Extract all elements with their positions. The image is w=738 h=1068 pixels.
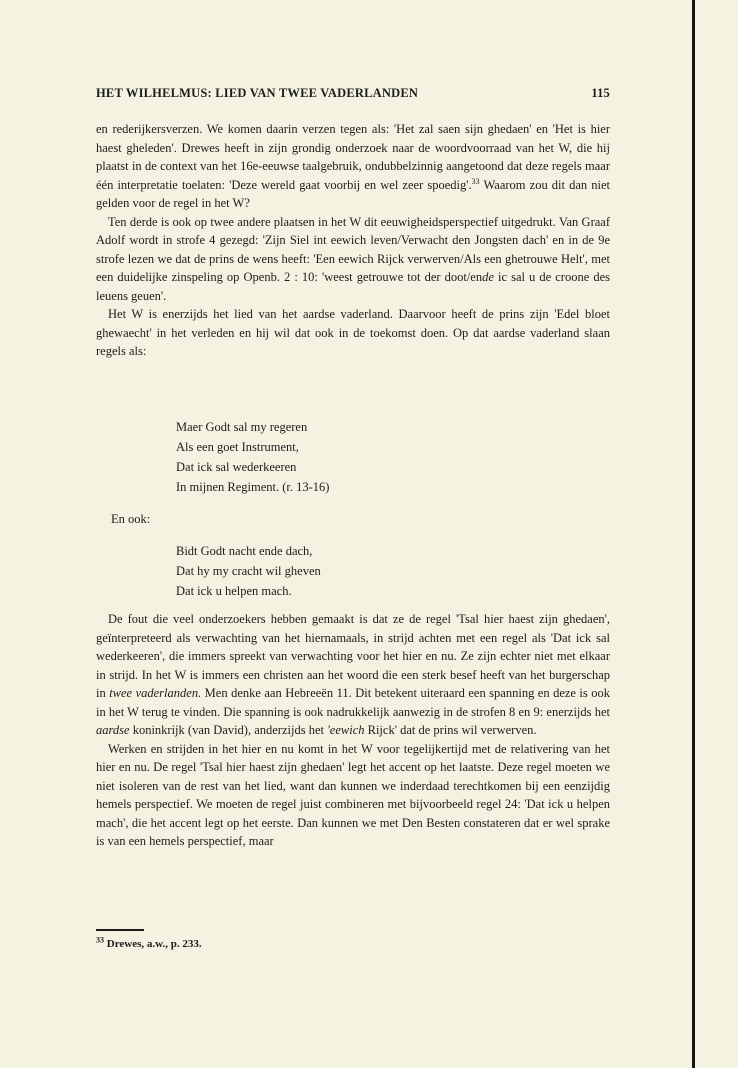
- en-ook-label: En ook:: [111, 512, 151, 526]
- verse-line: Maer Godt sal my regeren: [176, 420, 308, 434]
- verse-line: In mijnen Regiment. (r. 13-16): [176, 480, 330, 494]
- verse-line: Dat ick sal wederkeeren: [176, 460, 297, 474]
- paragraph-5-text: Werken en strijden in het hier en nu komt in het W voor tegelijkertijd met de relativering van het hier en nu. De regel 'Tsal hier haest zijn ghedaen' legt het accent op het laatste. Deze regel moeten we niet isoleren van de rest van het lied, want dan kunnen we inderdaad terechtkomen bij een eenzijdig hemels perspectief. We moeten de regel juist combineren met bijvoorbeeld regel 24: 'Dat ick u helpen mach', die het accent legt op het eerste. Dan kunnen we met Den Besten constateren dat er wel sprake is van een hemels perspectief, maar: [96, 741, 610, 848]
- footnote-number: 33: [96, 935, 104, 945]
- paragraph-5: [96, 740, 610, 851]
- text-block-bottom: [96, 610, 610, 851]
- paragraph-4-italic-1: twee vaderlanden.: [109, 686, 202, 700]
- paragraph-4-text: De fout die veel onderzoekers hebben gemaakt is dat ze de regel 'Tsal hier haest zijn ghedaen', geïnterpreteerd als verwachting van het hiernamaals, in strijd achten met een regel als 'Dat ick sal wederkeeren', die immers spreekt van verwachting voor het hier en nu. Ze zijn echter niet met elkaar in strijd. In het W is immers een christen aan het woord die een sterk besef heeft van het burgerschap in: [96, 612, 610, 700]
- page-number: 115: [591, 86, 610, 100]
- footnote-ref: 33: [471, 176, 480, 186]
- footnote: [96, 935, 202, 950]
- paragraph-3: [96, 305, 610, 361]
- paragraph-4-italic-3: 'eewich: [327, 723, 365, 737]
- paragraph-4-italic-2: aardse: [96, 723, 130, 737]
- text-block-top: [96, 120, 610, 361]
- paragraph-1-text: en rederijkersverzen. We komen daarin verzen tegen als: 'Het zal saen sijn ghedaen' en 'Het is hier haest gheleden'. Drewes heeft in zijn grondig onderzoek naar de woordvoorraad van het W, die hij plaatst in de context van het 16e-eeuwse taalgebruik, ondubbelzinnig aangetoond dat deze regels maar één interpretatie toelaten: 'Deze wereld gaat voorbij en wel zeer spoedig'.: [96, 122, 610, 192]
- paragraph-3-text: Het W is enerzijds het lied van het aardse vaderland. Daarvoor heeft de prins zijn 'Edel bloet ghewaecht' in het verleden en hij wil dat ook in de toekomst doen. Op dat aardse vaderland slaan regels als:: [96, 307, 610, 358]
- footnote-text: Drewes, a.w., p. 233.: [104, 938, 202, 950]
- footnote-rule: [96, 929, 144, 931]
- paragraph-4-tail: Rijck' dat de prins wil verwerven.: [364, 723, 537, 737]
- verse-line: Dat hy my cracht wil gheven: [176, 564, 321, 578]
- paragraph-2-tail: ic sal u de croone des leuens geuen'.: [96, 270, 610, 303]
- paragraph-2: [96, 213, 610, 306]
- verse-line: Als een goet Instrument,: [176, 440, 299, 454]
- verse-line: Dat ick u helpen mach.: [176, 584, 292, 598]
- paragraph-4-text-2: Men denke aan Hebreeën 11. Dit betekent uiteraard een spanning en deze is ook in het W terug te vinden. Die spanning is ook nadrukkelijk aanwezig in de strofen 8 en 9: enerzijds het: [96, 686, 610, 719]
- page-edge-rule: [692, 0, 695, 1068]
- verse-line: Bidt Godt nacht ende dach,: [176, 544, 313, 558]
- paragraph-1: [96, 120, 610, 213]
- paragraph-1-tail: Waarom zou dit dan niet gelden voor de regel in het W?: [96, 177, 611, 210]
- running-title: HET WILHELMUS: LIED VAN TWEE VADERLANDEN: [96, 86, 419, 100]
- verse-quote-2: [176, 541, 321, 601]
- paragraph-4: [96, 610, 610, 740]
- paragraph-4-text-3: koninkrijk (van David), anderzijds het: [129, 723, 328, 737]
- paragraph-2-italic: de: [482, 270, 494, 284]
- verse-quote-1: [176, 417, 329, 497]
- paragraph-2-text: Ten derde is ook op twee andere plaatsen in het W dit eeuwigheidsperspectief uitgedrukt. Van Graaf Adolf wordt in strofe 4 gezegd: 'Zijn Siel int eewich leven/Verwacht den Jongsten dach' en in de 9e strofe lezen we dat de prins de wens heeft: 'Een eewich Rijck verwerven/Als een ghetrouwe Helt', met een duidelijke zinspeling op Openb. 2 : 10: 'weest getrouwe tot der doot/en: [96, 214, 610, 284]
